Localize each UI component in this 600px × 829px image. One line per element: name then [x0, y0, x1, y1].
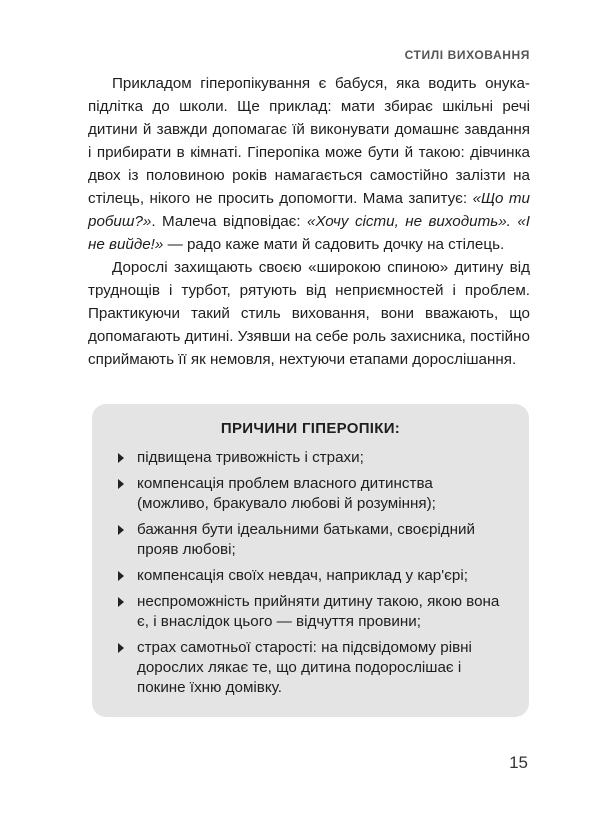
causes-list [118, 448, 507, 704]
causes-box-title: ПРИЧИНИ ГІПЕРОПІКИ: [220, 420, 401, 437]
triangle-bullet-icon [118, 571, 124, 581]
paragraph-2: Дорослі захищають своєю «широкою спиною» дитину від труднощів і турбот, рятують від неприємностей і проблем. Практикуючи такий стиль виховання, вони вважають, що допомагають дитині. Узявши на себе роль захисника, постійно сприймають її як немовля, нехтуючи етапами дорослішання. [88, 259, 530, 368]
triangle-bullet-icon [118, 597, 124, 607]
list-item-text: компенсація проблем власного дитинства (можливо, бракувало любові й розуміння); [137, 475, 436, 512]
list-item [118, 448, 507, 468]
triangle-bullet-icon [118, 643, 124, 653]
list-item [118, 592, 507, 632]
triangle-bullet-icon [118, 479, 124, 489]
list-item-text: бажання бути ідеальними батьками, своєрідний прояв любові; [137, 521, 476, 558]
paragraph-1-text-c: — радо каже мати й садовить дочку на стілець. [163, 236, 505, 253]
triangle-bullet-icon [118, 453, 124, 463]
paragraph-1-text-a: Прикладом гіперопікування є бабуся, яка водить онука-підлітка до школи. Ще приклад: мати збирає шкільні речі дитини й завжди допомагає їй виконувати домашнє завдання і прибирати в кімнаті. Гіперопіка може бути й такою: дівчинка двох із половиною років намагається самостійно залізти на стілець, нікого не просить допомогти. Мама запитує: [88, 75, 530, 207]
running-head-title: СТИЛІ ВИХОВАННЯ [404, 48, 530, 62]
list-item [118, 566, 507, 586]
paragraph-1-text-b: . Малеча відповідає: [151, 213, 308, 230]
causes-box [92, 404, 529, 717]
list-item-text: страх самотньої старості: на підсвідомому рівні дорослих лякає те, що дитина подорослішає і покине їхню домівку. [137, 639, 472, 696]
list-item-text: компенсація своїх невдач, наприклад у кар'єрі; [137, 567, 468, 584]
list-item-text: підвищена тривожність і страхи; [137, 449, 364, 466]
list-item [118, 474, 507, 514]
list-item [118, 638, 507, 698]
page-number: 15 [509, 753, 528, 772]
body-text [88, 72, 530, 371]
paragraph-1-quote-1: «Що ти робиш?» [88, 190, 530, 230]
list-item [118, 520, 507, 560]
paragraph-1-quote-2: «Хочу сісти, не виходить». «І не вийде!» [88, 213, 530, 253]
paragraph-1 [88, 72, 530, 256]
triangle-bullet-icon [118, 525, 124, 535]
list-item-text: неспроможність прийняти дитину такою, якою вона є, і внаслідок цього — відчуття провини; [137, 593, 500, 630]
